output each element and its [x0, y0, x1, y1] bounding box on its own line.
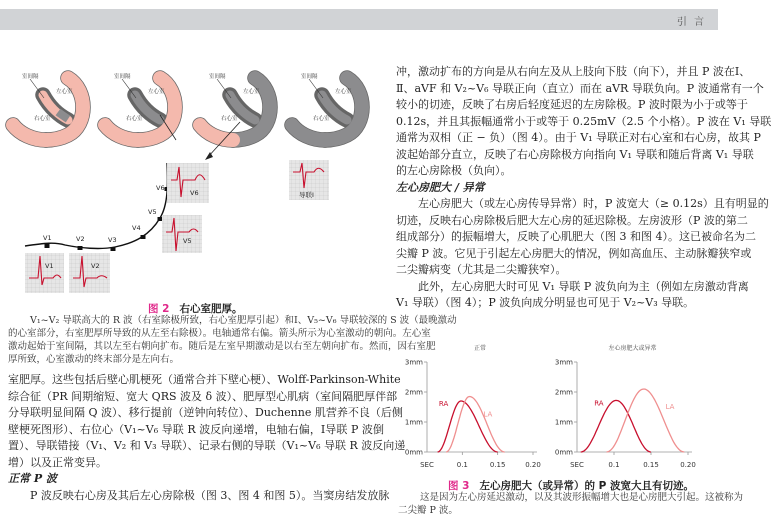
- text-line: 通常为双相（正 − 负）（图 4）。由于 V₁ 导联正对右心室和右心房，故其 P: [396, 131, 761, 144]
- figure-title: 左心房肥大（或异常）的 P 波宽大且有切迹。: [479, 480, 694, 492]
- series-line-ra: [438, 401, 498, 452]
- y-tick-label: 3mm: [554, 358, 573, 367]
- series-label: LA: [483, 410, 493, 419]
- lead-label: V5: [148, 208, 157, 216]
- heart-cross-section: [13, 72, 83, 140]
- ecg-label: V6: [190, 189, 199, 197]
- caption-line: 的心室部分，右室肥厚所导致的从左至右除极）。电轴通常右偏。箭头所示为心室激动的朝向。左心室: [8, 328, 431, 339]
- text-line: 增）以及正常变异。: [8, 455, 107, 469]
- y-tick-label: 3mm: [404, 358, 423, 367]
- x-tick-label: 0.20: [525, 461, 541, 469]
- series-line-la: [607, 389, 685, 452]
- ecg-label: V1: [45, 262, 54, 270]
- label-septum: 室间隔: [209, 74, 226, 80]
- series-label: RA: [438, 400, 449, 408]
- label-left-ventricle: 左心室: [335, 89, 352, 95]
- text-line: 室肥厚。这些包括后壁心肌梗死（通常合并下壁心梗）、Wolff-Parkinson-White: [8, 373, 401, 386]
- text-line: 0.12s，并且其振幅通常小于或等于 0.25mV（2.5 个小格）。P 波在 V₁ 导联: [396, 114, 771, 128]
- lead-label: V6: [156, 184, 165, 192]
- x-axis-label: SEC: [420, 461, 434, 469]
- text-line: 切迹，反映右心房除极后肥大左心房的延迟除极。左房波形（P 波的第二: [396, 213, 748, 227]
- text-line: 壁梗死图形）、右位心（V₁~V₆ 导联 R 波反向递增，电轴右偏，Ⅰ导联 P 波倒: [8, 422, 384, 436]
- label-right-ventricle: 右心室: [126, 116, 143, 122]
- ecg-label: V5: [183, 237, 192, 245]
- ecg-strip: [25, 253, 64, 293]
- label-right-ventricle: 右心室: [313, 116, 330, 122]
- section-title: 引 言: [676, 17, 706, 28]
- y-tick-label: 0mm: [554, 448, 573, 457]
- text-line: 组成部分）的振幅增大，反映了心肌肥大（图 3 和图 4）。这已被命名为二: [396, 230, 756, 243]
- figure-number: 图 3: [448, 480, 470, 492]
- lead-label: V2: [76, 235, 85, 243]
- heart-cross-section: [105, 72, 175, 140]
- x-tick-label: 0.20: [680, 461, 696, 469]
- figure-title: 右心室肥厚。: [179, 303, 243, 315]
- x-tick-label: 0.15: [643, 461, 659, 469]
- caption-line: V₁~V₂ 导联高大的 R 波（右室除极所致，右心室肥厚引起）和Ⅰ、V₅~V₆ 导联较深的 S 波（最晚激动: [30, 315, 457, 326]
- ecg-label: 导联Ⅰ: [299, 191, 314, 199]
- figure-3-charts: [395, 335, 730, 475]
- y-tick-label: 1mm: [554, 418, 573, 427]
- caption-line: 这是因为左心房延迟激动，以及其波形振幅增大也是心房肥大引起。这被称为: [420, 492, 744, 503]
- text-line: 波起始部分直立，反映了右心房除极方向指向 V₁ 导联和随后背离 V₁ 导联: [396, 147, 754, 161]
- label-left-ventricle: 左心室: [148, 89, 165, 95]
- label-right-ventricle: 右心室: [34, 116, 51, 122]
- text-line: Ⅱ、aVF 和 V₂~V₆ 导联正向（直立）而在 aVR 导联负向。P 波通常有一个: [396, 81, 764, 95]
- text-line: 此外，左心房肥大时可见 V₁ 导联 P 波负向为主（例如左房激动背离: [418, 279, 749, 293]
- x-tick-label: 0.1: [456, 461, 468, 469]
- chart-title: 正常: [473, 345, 487, 352]
- x-tick-label: 0.1: [608, 461, 620, 469]
- lead-label: V1: [43, 234, 52, 242]
- figure-2-illustration: [0, 40, 385, 300]
- heart-cross-section: [200, 72, 270, 140]
- series-line-la: [446, 397, 505, 453]
- label-left-ventricle: 左心室: [56, 89, 73, 95]
- label-right-ventricle: 右心室: [221, 116, 238, 122]
- ecg-strip: [289, 160, 329, 200]
- text-line: 综合征（PR 间期缩短、宽大 QRS 波及 δ 波）、肥厚型心肌病（室间隔肥厚伴部: [8, 389, 398, 403]
- y-tick-label: 2mm: [404, 388, 423, 397]
- ecg-strip: [167, 163, 209, 203]
- label-septum: 室间隔: [301, 74, 318, 80]
- caption-line: 厚所致，心室激动的终末部分是左向右。: [8, 354, 180, 365]
- text-line: 较小的切迹，反映了右房后轻度延迟的左房除极。P 波时限为小于或等于: [396, 98, 748, 111]
- text-line: 二尖瓣病变（尤其是二尖瓣狭窄）。: [396, 263, 567, 276]
- right-column-text: [396, 64, 771, 312]
- lead-label: V3: [108, 236, 117, 244]
- heart-cross-section: [292, 72, 362, 140]
- figure-3-caption-body: [398, 491, 744, 517]
- y-tick-label: 1mm: [404, 418, 423, 427]
- label-septum: 室间隔: [22, 74, 39, 80]
- ecg-strip: [69, 253, 110, 293]
- series-label: LA: [665, 403, 675, 411]
- caption-line: 激动起始于室间隔，其以左至右朝向扩布。随后是左室早期激动是以右至左朝向扩布。然而，因右室肥: [8, 341, 436, 352]
- ecg-label: V2: [91, 262, 100, 270]
- text-line: P 波反映右心房及其后左心房除极（图 3、图 4 和图 5）。当窦房结发放脉: [30, 488, 390, 502]
- text-line: 左心房肥大（或左心房传导异常）时，P 波宽大（≥ 0.12s）且有明显的: [418, 197, 769, 210]
- p-wave-chart: [405, 344, 541, 469]
- page-header: [0, 9, 718, 30]
- electrode-icon: [158, 217, 163, 221]
- text-line: 冲，激动扩布的方向是从右向左及从上肢向下肢（向下），并且 P 波在Ⅰ、: [396, 65, 751, 78]
- x-tick-label: 0.15: [489, 461, 506, 469]
- electrode-icon: [45, 244, 50, 248]
- chart-title: 左心房肥大或异常: [608, 345, 657, 352]
- text-line: 的左心房除极（负向）。: [396, 164, 512, 177]
- series-label: RA: [594, 399, 604, 408]
- electrode-icon: [141, 235, 146, 239]
- figure-number: 图 2: [148, 303, 170, 315]
- x-axis-label: SEC: [570, 461, 584, 469]
- electrode-icon: [111, 247, 116, 251]
- y-tick-label: 0mm: [404, 448, 423, 457]
- ecg-strip: [162, 215, 202, 253]
- text-line: V₁ 导联）（图 4）；P 波负向成分明显也可见于 V₂~V₃ 导联。: [396, 296, 695, 309]
- text-line: 尖瓣 P 波。它见于引起左心房肥大的情况，例如高血压、主动脉瓣狭窄或: [396, 246, 752, 260]
- section-heading-normal-p-wave: 正常 P 波: [8, 472, 57, 485]
- label-septum: 室间隔: [114, 74, 131, 80]
- text-line: 分导联明显间隔 Q 波）、移行提前（逆钟向转位）、Duchenne 肌营养不良（后侧: [8, 406, 403, 419]
- y-tick-label: 2mm: [554, 388, 573, 397]
- series-line-ra: [581, 400, 651, 452]
- electrode-icon: [78, 246, 83, 250]
- caption-line: 二尖瓣 P 波。: [398, 505, 458, 516]
- label-left-ventricle: 左心室: [243, 89, 260, 95]
- left-column-text: [8, 372, 406, 504]
- lead-label: V4: [132, 224, 141, 232]
- section-heading-left-atrial-enlargement: 左心房肥大 / 异常: [396, 180, 485, 194]
- p-wave-chart: [555, 344, 696, 469]
- text-line: 置）、导联错接（V₁、V₂ 和 V₃ 导联）、记录右侧的导联（V₁~V₆ 导联 R 波反向递: [8, 439, 406, 452]
